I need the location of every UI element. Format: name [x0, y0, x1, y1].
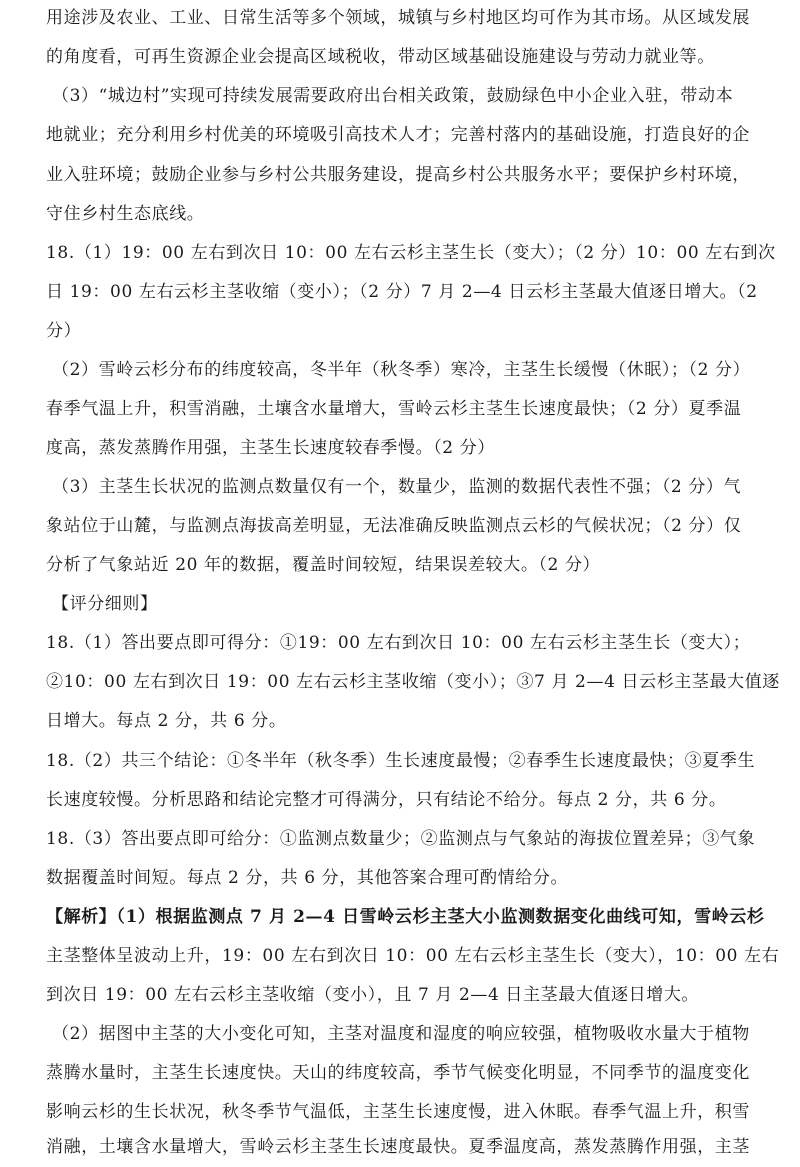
text-line-2: 的角度看，可再生资源企业会提高区域税收，带动区域基础设施建设与劳动力就业等。 — [46, 47, 715, 67]
text-line-12: 度高，蒸发蒸腾作用强，主茎生长速度较春季慢。（2 分） — [46, 438, 495, 458]
analysis-line-1: 【解析】（1）根据监测点 7 月 2—4 日雪岭云杉主茎大小监测数据变化曲线可知，雪岭云杉 — [46, 907, 765, 927]
text-line-20: 18.（2）共三个结论：①冬半年（秋冬季）生长速度最慢；②春季生长速度最快；③夏季生 — [46, 751, 756, 771]
text-line-25: 主茎整体呈波动上升，19：00 左右到次日 10：00 左右云杉主茎生长（变大），10：00 左右 — [46, 946, 780, 966]
text-line-28: 蒸腾水量时，主茎生长速度快。天山的纬度较高，季节气候变化明显，不同季节的温度变化 — [46, 1063, 750, 1083]
text-line-18: ②10：00 左右到次日 19：00 左右云杉主茎收缩（变小）；③7 月 2—4 日云杉主茎最大值逐 — [46, 672, 780, 692]
text-line-5: 业入驻环境；鼓励企业参与乡村公共服务建设，提高乡村公共服务水平；要保护乡村环境， — [46, 165, 750, 185]
text-line-26: 到次日 19：00 左右云杉主茎收缩（变小），且 7 月 2—4 日主茎最大值逐日增大。 — [46, 985, 700, 1005]
text-line-11: 春季气温上升，积雪消融，土壤含水量增大，雪岭云杉主茎生长速度最快；（2 分）夏季温 — [46, 399, 742, 419]
text-line-22: 18.（3）答出要点即可给分：①监测点数量少；②监测点与气象站的海拔位置差异；③气象 — [46, 829, 756, 849]
text-line-7: 18.（1）19：00 左右到次日 10：00 左右云杉主茎生长（变大）；（2 分）10：00 左右到次 — [46, 243, 776, 263]
text-line-4: 地就业；充分利用乡村优美的环境吸引高技术人才；完善村落内的基础设施，打造良好的企 — [46, 125, 750, 145]
text-line-15: 分析了气象站近 20 年的数据，覆盖时间较短，结果误差较大。（2 分） — [46, 555, 601, 575]
text-line-27: （2）据图中主茎的大小变化可知，主茎对温度和湿度的响应较强，植物吸收水量大于植物 — [52, 1024, 750, 1044]
text-line-23: 数据覆盖时间短。每点 2 分，共 6 分，其他答案合理可酌情给分。 — [46, 868, 569, 888]
text-line-13: （3）主茎生长状况的监测点数量仅有一个，数量少，监测的数据代表性不强；（2 分）气 — [52, 477, 742, 497]
text-line-6: 守住乡村生态底线。 — [46, 204, 205, 224]
text-line-19: 日增大。每点 2 分，共 6 分。 — [46, 711, 287, 731]
text-line-21: 长速度较慢。分析思路和结论完整才可得满分，只有结论不给分。每点 2 分，共 6 分。 — [46, 790, 727, 810]
text-line-3: （3）“城边村”实现可持续发展需要政府出台相关政策，鼓励绿色中小企业入驻，带动本 — [52, 86, 734, 106]
text-line-30: 消融，土壤含水量增大，雪岭云杉主茎生长速度最快。夏季温度高，蒸发蒸腾作用强，主茎 — [46, 1137, 750, 1157]
text-line-10: （2）雪岭云杉分布的纬度较高，冬半年（秋冬季）寒冷，主茎生长缓慢（休眠）；（2 分） — [52, 360, 751, 380]
text-line-8: 日 19：00 左右云杉主茎收缩（变小）；（2 分）7 月 2—4 日云杉主茎最大值逐日增大。（2 — [46, 282, 758, 302]
text-line-9: 分） — [46, 321, 82, 341]
section-heading-scoring: 【评分细则】 — [52, 594, 158, 614]
text-line-1: 用途涉及农业、工业、日常生活等多个领域，城镇与乡村地区均可作为其市场。从区域发展 — [46, 8, 750, 28]
text-line-17: 18.（1）答出要点即可得分：①19：00 左右到次日 10：00 左右云杉主茎生长（变大）； — [46, 633, 751, 653]
text-line-29: 影响云杉的生长状况，秋冬季节气温低，主茎生长速度慢，进入休眠。春季气温上升，积雪 — [46, 1102, 750, 1122]
text-line-14: 象站位于山麓，与监测点海拔高差明显，无法准确反映监测点云杉的气候状况；（2 分）仅 — [46, 516, 742, 536]
